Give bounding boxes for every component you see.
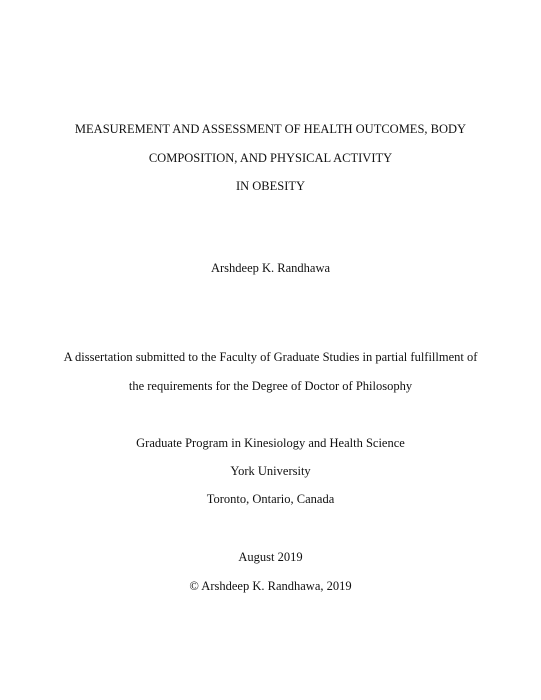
submission-date: August 2019 bbox=[238, 550, 303, 564]
copyright-notice: © Arshdeep K. Randhawa, 2019 bbox=[189, 579, 352, 593]
university-name: York University bbox=[230, 464, 311, 478]
author-name: Arshdeep K. Randhawa bbox=[210, 261, 331, 275]
title-line-1: MEASUREMENT AND ASSESSMENT OF HEALTH OUTCOMES, BODY bbox=[74, 122, 467, 136]
title-line-3: IN OBESITY bbox=[235, 179, 306, 193]
title-line-2: COMPOSITION, AND PHYSICAL ACTIVITY bbox=[148, 151, 393, 165]
submission-statement-line-1: A dissertation submitted to the Faculty of Graduate Studies in partial fulfillment of bbox=[63, 350, 478, 364]
submission-statement-line-2: the requirements for the Degree of Doctor of Philosophy bbox=[128, 379, 413, 393]
location: Toronto, Ontario, Canada bbox=[206, 492, 335, 506]
graduate-program: Graduate Program in Kinesiology and Health Science bbox=[136, 436, 405, 450]
